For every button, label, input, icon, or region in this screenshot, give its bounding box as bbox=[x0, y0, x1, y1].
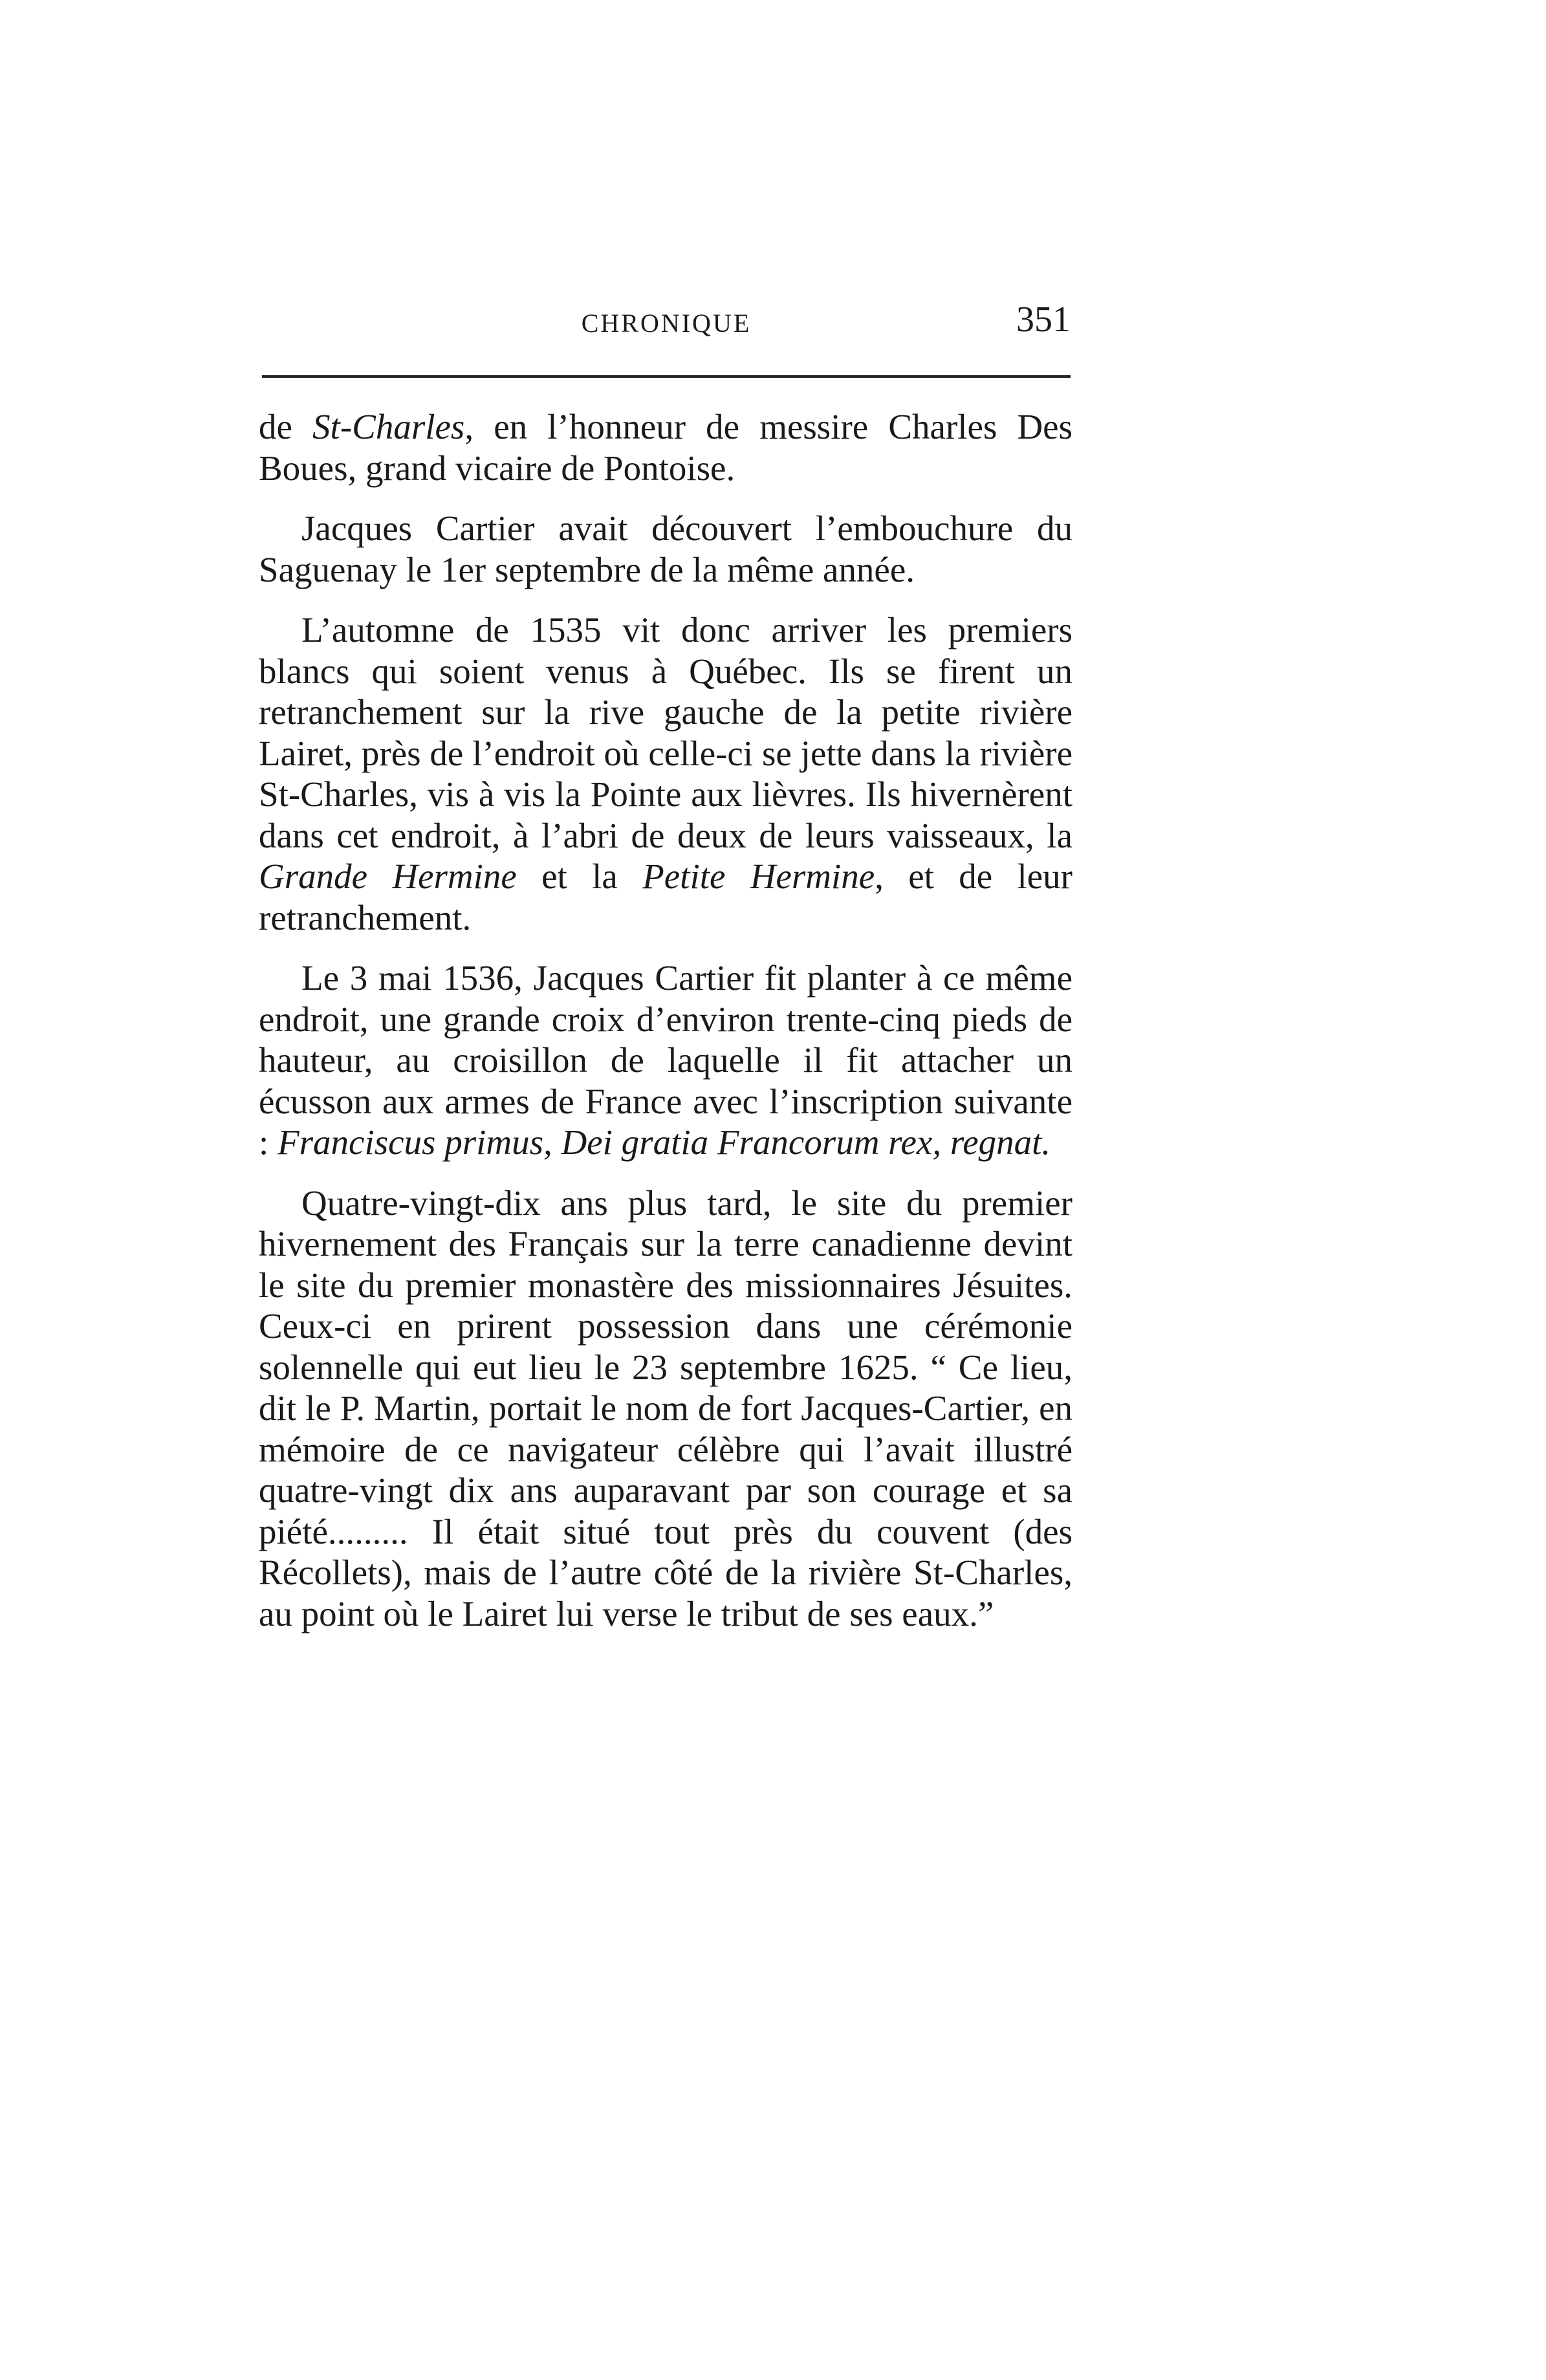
paragraph-segment: , en l’honneur de messire Charles Des Boues, grand vicaire de Pontoise. bbox=[259, 407, 1072, 488]
paragraph-4 bbox=[259, 957, 1072, 1163]
paragraph-segment: L’automne de 1535 vit donc arriver les premiers blancs qui soient venus à Québec. Ils se firent un retranchement sur la rive gauche de la petite rivière Lairet, près de l’endroit où celle-ci se jette dans la rivière St-Charles, vis à vis la Pointe aux lièvres. Ils hivernèrent dans cet endroit, à l’abri de deux de leurs vaisseaux, la bbox=[259, 610, 1072, 855]
italic-segment: Grande Hermine bbox=[259, 857, 517, 896]
paragraph-segment: Quatre-vingt-dix ans plus tard, le site du premier hivernement des Français sur la terre canadienne devint le site du premier monastère des missionnaires Jésuites. Ceux-ci en prirent possession dans une cérémonie solennelle qui eut lieu le 23 septembre 1625. “ Ce lieu, dit le P. Martin, portait le nom de fort Jacques-Cartier, en mémoire de ce navigateur célèbre qui l’avait illustré quatre-vingt dix ans auparavant par son courage et sa piété......... Il était situé tout près du couvent (des Récollets), mais de l’autre côté de la rivière St-Charles, au point où le Lairet lui verse le tribut de ses eaux.” bbox=[259, 1183, 1072, 1633]
paragraph-segment: et la bbox=[516, 857, 643, 896]
page-number: 351 bbox=[1016, 300, 1071, 340]
italic-segment: Petite Hermine bbox=[642, 857, 875, 896]
paragraph-segment: , et de leur retranchement. bbox=[259, 857, 1072, 937]
paragraph-5 bbox=[259, 1183, 1072, 1635]
body-text bbox=[259, 406, 1072, 1654]
paragraph-segment: Jacques Cartier avait découvert l’embouchure du Saguenay le 1er septembre de la même année. bbox=[259, 508, 1072, 589]
paragraph-segment: Le 3 mai 1536, Jacques Cartier fit planter à ce même endroit, une grande croix d’environ trente-cinq pieds de hauteur, au croisillon de laquelle il fit attacher un écusson aux armes de France avec l’inscription suivante : bbox=[259, 958, 1072, 1162]
italic-segment: Franciscus primus, Dei gratia Francorum rex, regnat. bbox=[278, 1122, 1051, 1162]
paragraph-1 bbox=[259, 406, 1072, 488]
paragraph-3 bbox=[259, 609, 1072, 938]
italic-segment: St-Charles bbox=[312, 407, 465, 446]
running-head bbox=[262, 299, 1071, 351]
running-title: CHRONIQUE bbox=[581, 309, 752, 338]
paragraph-2 bbox=[259, 508, 1072, 590]
paragraph-segment: de bbox=[259, 407, 313, 446]
header-rule bbox=[262, 375, 1071, 378]
